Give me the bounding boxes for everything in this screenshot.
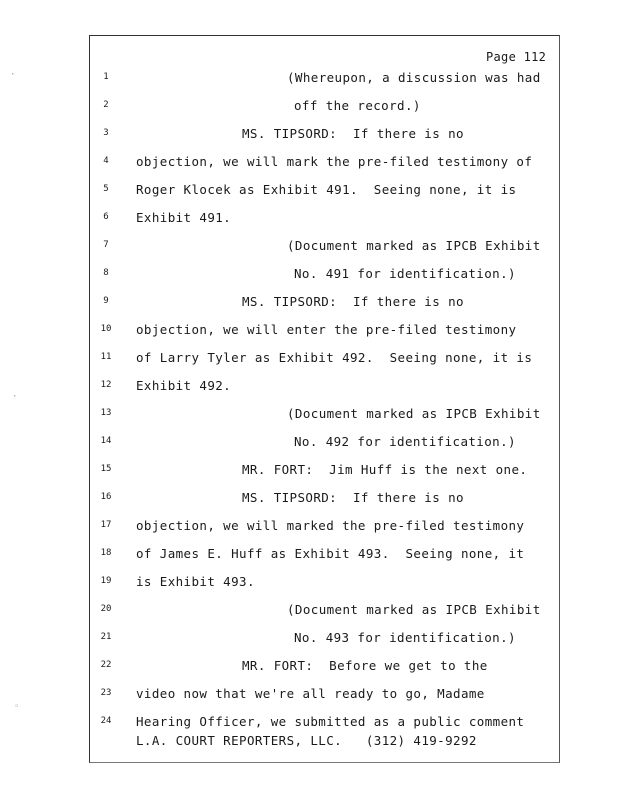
line-number: 10 [100,324,112,334]
scan-artifact-mark: · [10,70,16,80]
transcript-line: Hearing Officer, we submitted as a public comment [136,714,525,729]
line-number: 12 [100,380,112,390]
line-number: 22 [100,660,112,670]
transcript-line: is Exhibit 493. [136,574,255,589]
line-number: 20 [100,604,112,614]
line-number: 1 [103,72,109,82]
line-number: 19 [100,576,112,586]
line-number: 23 [100,688,112,698]
transcript-line: MS. TIPSORD: If there is no [242,490,464,505]
line-number: 6 [103,212,109,222]
line-number: 9 [103,296,109,306]
line-number: 4 [103,156,109,166]
line-number: 21 [100,632,112,642]
transcript-line: (Document marked as IPCB Exhibit [287,406,541,421]
transcript-line: of Larry Tyler as Exhibit 492. Seeing none, it is [136,350,533,365]
line-number: 11 [100,352,112,362]
line-number: 13 [100,408,112,418]
transcript-line: No. 492 for identification.) [294,434,516,449]
transcript-line: objection, we will mark the pre-filed testimony of [136,154,533,169]
transcript-line: (Document marked as IPCB Exhibit [287,602,541,617]
transcript-line: video now that we're all ready to go, Madame [136,686,485,701]
scan-artifact-mark: · [12,392,18,402]
transcript-page-frame [89,35,560,763]
scan-artifact-mark: ◦ [14,702,20,712]
transcript-line: Exhibit 491. [136,210,232,225]
line-number: 5 [103,184,109,194]
transcript-line: MR. FORT: Before we get to the [242,658,488,673]
line-number: 18 [100,548,112,558]
line-number: 17 [100,520,112,530]
transcript-line: No. 493 for identification.) [294,630,516,645]
line-number: 16 [100,492,112,502]
line-number: 2 [103,100,109,110]
transcript-line: of James E. Huff as Exhibit 493. Seeing none, it [136,546,525,561]
transcript-line: MR. FORT: Jim Huff is the next one. [242,462,528,477]
transcript-line: objection, we will enter the pre-filed testimony [136,322,517,337]
page-number: Page 112 [486,50,547,64]
transcript-line: MS. TIPSORD: If there is no [242,294,464,309]
line-number: 7 [103,240,109,250]
transcript-line: MS. TIPSORD: If there is no [242,126,464,141]
reporter-footer: L.A. COURT REPORTERS, LLC. (312) 419-9292 [136,733,477,748]
transcript-line: Roger Klocek as Exhibit 491. Seeing none, it is [136,182,517,197]
line-number: 15 [100,464,112,474]
line-number: 24 [100,716,112,726]
line-number: 14 [100,436,112,446]
line-number: 8 [103,268,109,278]
transcript-line: Exhibit 492. [136,378,232,393]
transcript-line: off the record.) [294,98,421,113]
line-number: 3 [103,128,109,138]
transcript-line: (Document marked as IPCB Exhibit [287,238,541,253]
transcript-line: No. 491 for identification.) [294,266,516,281]
transcript-line: (Whereupon, a discussion was had [287,70,541,85]
transcript-line: objection, we will marked the pre-filed testimony [136,518,525,533]
